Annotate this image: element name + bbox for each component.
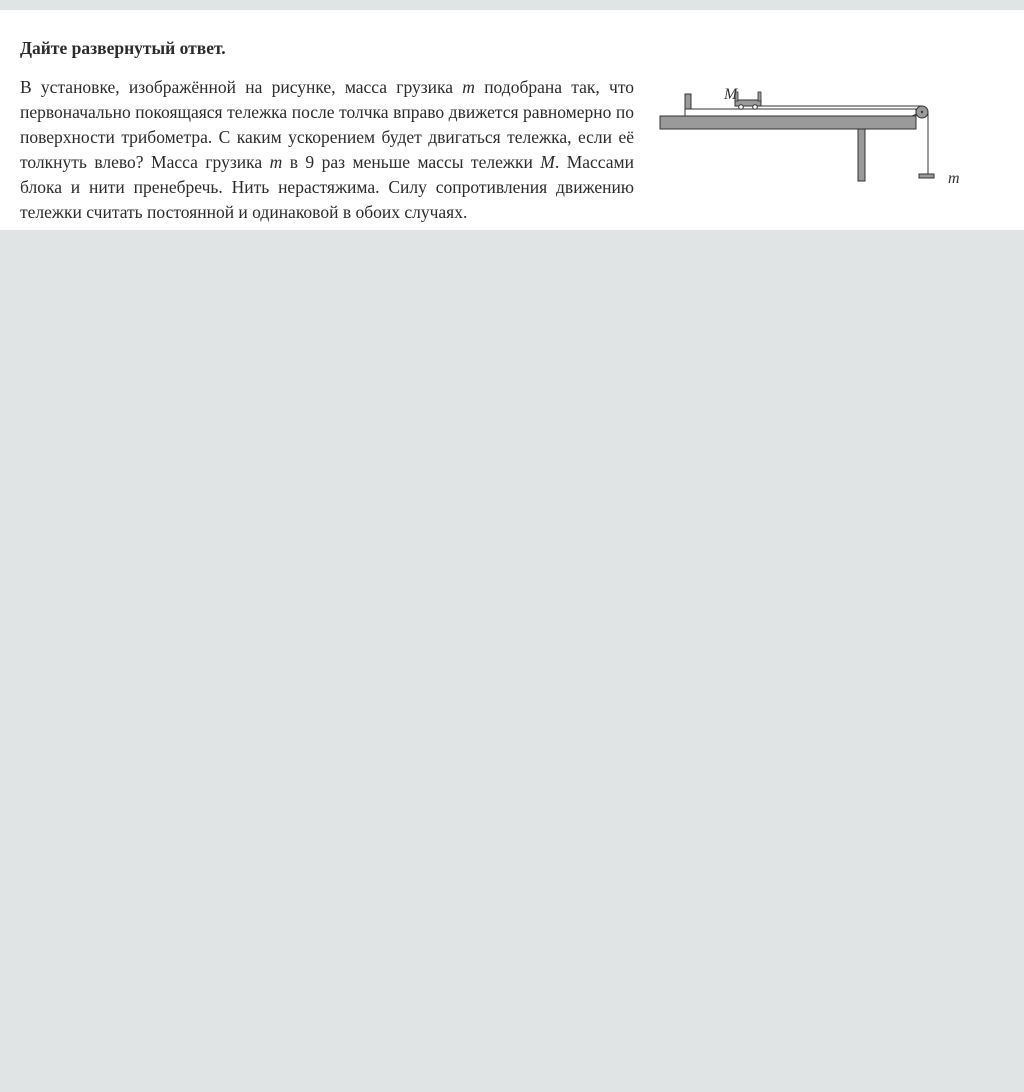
tribometer-figure [656,80,966,196]
table-top [660,116,916,129]
task-text [20,75,634,225]
hanging-weight [919,174,934,178]
tribometer-diagram [656,80,966,196]
task-text-part-1: В установке, изображённой на рисунке, масса грузика [20,77,463,97]
variable-m: m [462,77,475,97]
task-text-part-2: подобрана так, что первоначально покоящаяся тележка после толчка вправо движется равномерно по поверхности трибометра. С каким ускорением будет двигаться тележка, если её толкнуть влево? Масса грузика [20,77,634,172]
task-card [0,10,1024,230]
stop-post [685,94,691,109]
task-heading: Дайте развернутый ответ. [20,38,226,58]
task-text-part-3: в 9 раз меньше массы тележки [282,152,541,172]
task-text-part-4: . Массами блока и нити пренебречь. Нить нерастяжима. Силу сопротивления движению тележки считать постоянной и одинаковой в обоих случаях. [20,152,634,222]
label-weight-mass: m [948,170,960,187]
variable-m: m [269,152,283,172]
variable-M: M [540,152,555,172]
cart [735,92,761,109]
tribometer-board [685,109,916,116]
label-cart-mass: M [724,86,738,103]
table-leg [858,129,865,181]
